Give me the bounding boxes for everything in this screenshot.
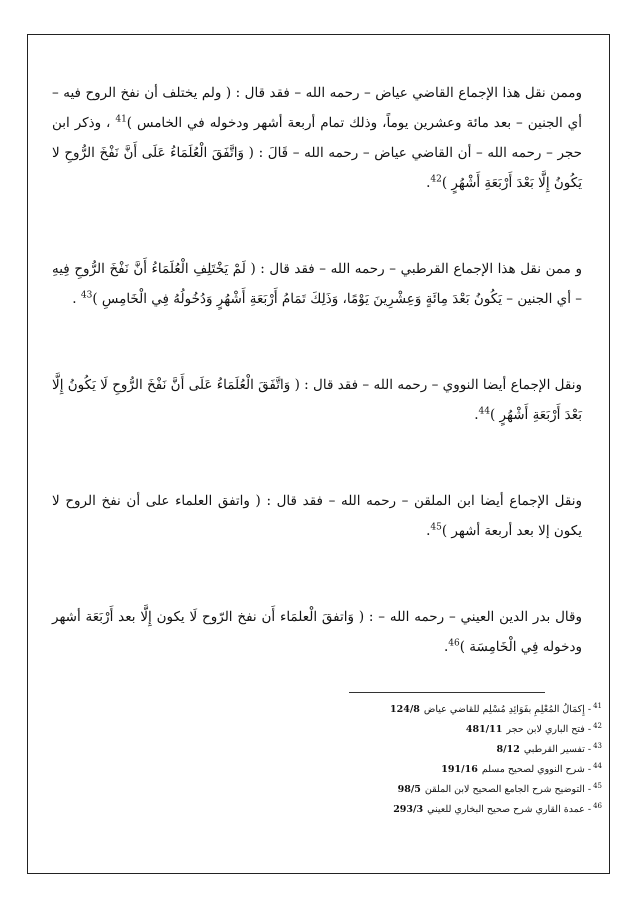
footnote-ref: 45 bbox=[430, 522, 442, 533]
footnote-text: - تفسير القرطبي bbox=[523, 744, 592, 755]
paragraph-qadi-iyad bbox=[52, 78, 582, 198]
paragraph-qurtubi bbox=[52, 254, 582, 314]
footnote-number: 44 bbox=[593, 761, 602, 770]
footnote-ref: 42 bbox=[430, 174, 442, 185]
paragraph-end: . bbox=[474, 407, 479, 423]
footnote-ref: 43 bbox=[80, 290, 93, 301]
footnote-text: - فتح الباري لابن حجر bbox=[506, 724, 592, 735]
footnote-source: 191/16 bbox=[441, 764, 478, 775]
paragraph-text: ونقل الإجماع أيضا ابن الملقن – رحمه الله – فقد قال : ( واتفق العلماء على أن نفخ الروح لا يكون إلا بعد أربعة أشهر ) bbox=[52, 493, 582, 539]
footnote-text: - عمدة القاري شرح صحيح البخاري للعيني bbox=[427, 804, 592, 815]
footnote-43 bbox=[330, 740, 602, 760]
paragraph-end: . bbox=[443, 639, 449, 655]
footnote-source: 481/11 bbox=[465, 724, 503, 735]
paragraph-text: و ممن نقل هذا الإجماع القرطبي – رحمه الله – فقد قال : ( لَمْ يَخْتَلِفِ الْعُلَمَاءُ أَنَّ نَفْخَ الرُّوحِ فِيهِ – أي الجنين – يَكُونُ بَعْدَ مِائَةٍ وَعِشْرِينَ يَوْمًا، وَذَلِكَ تَمَامُ أَرْبَعَةِ أَشْهُرٍ وَدُخُولُهُ فِي الْخَامِسِ ) bbox=[52, 261, 582, 307]
paragraph-text: وممن نقل هذا الإجماع القاضي عياض – رحمه الله – فقد قال : ( ولم يختلف أن نفخ الروح فيه – أي الجنين – بعد مائة وعشرين يوماً، وذلك تمام أربعة أشهر ودخوله في الخامس ) bbox=[52, 85, 582, 131]
footnote-45 bbox=[330, 780, 602, 800]
footnote-42 bbox=[330, 720, 602, 740]
footnotes bbox=[330, 700, 602, 820]
footnote-46 bbox=[330, 800, 602, 820]
footnote-41 bbox=[330, 700, 602, 720]
footnote-source: 8/12 bbox=[496, 744, 520, 755]
footnote-text: - التوضيح شرح الجامع الصحيح لابن الملقن bbox=[424, 784, 592, 795]
paragraph-aini bbox=[52, 602, 582, 662]
paragraph-text: وقال بدر الدين العيني – رحمه الله – : ( وَاتفقَ الْعلمَاء أَن نفخ الرّوح لَا يكون إِلَّا بعد أَرْبَعَة أشهر ودخوله فِي الْخَامِسَة ) bbox=[52, 609, 582, 655]
footnote-ref: 46 bbox=[448, 638, 460, 649]
footnote-ref: 44 bbox=[478, 406, 490, 417]
footnote-text: - إِكمَالُ المُعْلِمِ بفَوَائِدِ مُسْلِم للقاضي عياض bbox=[423, 704, 592, 715]
paragraph-ibn-mulaqqin bbox=[52, 486, 582, 546]
footnote-number: 46 bbox=[593, 801, 602, 810]
paragraph-text: ونقل الإجماع أيضا النووي – رحمه الله – فقد قال : ( وَاتَّفَقَ الْعُلَمَاءُ عَلَى أَنَّ نَفْخَ الرُّوحِ لَا يَكُونُ إِلَّا بَعْدَ أَرْبَعَةِ أَشْهُرٍ ) bbox=[52, 377, 582, 423]
footnote-divider bbox=[349, 692, 545, 693]
footnote-source: 293/3 bbox=[393, 804, 424, 815]
main-text bbox=[52, 78, 582, 718]
paragraph-end: . bbox=[426, 523, 431, 539]
paragraph-end: . bbox=[72, 291, 81, 307]
footnote-number: 43 bbox=[593, 741, 602, 750]
footnote-44 bbox=[330, 760, 602, 780]
footnote-number: 45 bbox=[593, 781, 602, 790]
footnote-text: - شرح النووي لصحيح مسلم bbox=[481, 764, 592, 775]
paragraph-nawawi bbox=[52, 370, 582, 430]
footnote-source: 98/5 bbox=[397, 784, 421, 795]
paragraph-text: ، وذكر ابن حجر – رحمه الله – أن القاضي عياض – رحمه الله – قَالَ : ( وَاتَّفَقَ الْعُلَمَاءُ عَلَى أَنَّ نَفْخَ الرُّوحِ لا يَكُونُ إِلَّا بَعْدَ أَرْبَعَةِ أَشْهُرٍ ) bbox=[52, 115, 582, 191]
footnote-number: 41 bbox=[593, 701, 602, 710]
paragraph-end: . bbox=[426, 175, 431, 191]
footnote-number: 42 bbox=[593, 721, 602, 730]
footnote-source: 124/8 bbox=[390, 704, 420, 715]
footnote-ref: 41 bbox=[115, 114, 127, 125]
